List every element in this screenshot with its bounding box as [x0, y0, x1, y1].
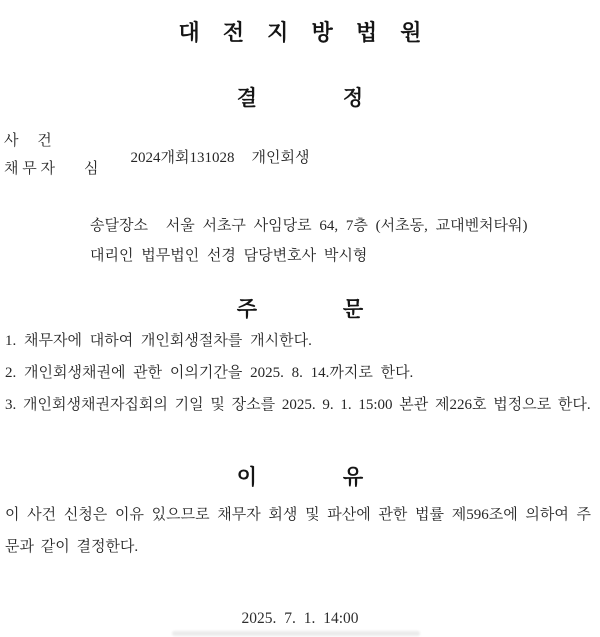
case-number-row	[4, 129, 310, 166]
case-value	[84, 129, 309, 184]
debtor-row	[4, 157, 99, 178]
service-address-row	[90, 214, 528, 235]
order-item-3: 3. 개인회생채권자집회의 기일 및 장소를 2025. 9. 1. 15:00 본관 제226호 법정으로 한다.	[5, 397, 591, 413]
case-label: 사 건	[4, 133, 52, 149]
reason-paragraph: 이 사건 신청은 이유 있으므로 채무자 회생 및 파산에 관한 법률 제596조에 의하여 주문과 같이 결정한다.	[5, 507, 591, 555]
representative-line: 대리인 법무법인 선경 담당변호사 박시형	[90, 248, 368, 264]
court-name-title: 대 전 지 방 법 원	[178, 20, 422, 45]
reason-heading: 이 유	[236, 466, 364, 489]
cutoff-stamp-edge	[172, 631, 420, 636]
order-heading: 주 문	[236, 298, 364, 321]
debtor-name: 심	[84, 161, 99, 177]
service-address-label: 송달장소	[90, 218, 148, 234]
case-number: 2024개회131028	[130, 150, 235, 166]
case-type: 개인회생	[251, 150, 310, 166]
order-item-1: 1. 채무자에 대하여 개인회생절차를 개시한다.	[5, 333, 312, 349]
service-address-value: 서울 서초구 사임당로 64, 7층 (서초동, 교대벤처타워)	[165, 218, 528, 234]
document-type-heading: 결 정	[236, 87, 364, 110]
debtor-label: 채 무 자	[4, 161, 55, 177]
order-item-2: 2. 개인회생채권에 관한 이의기간을 2025. 8. 14.까지로 한다.	[5, 365, 414, 381]
decision-datetime: 2025. 7. 1. 14:00	[241, 610, 359, 627]
